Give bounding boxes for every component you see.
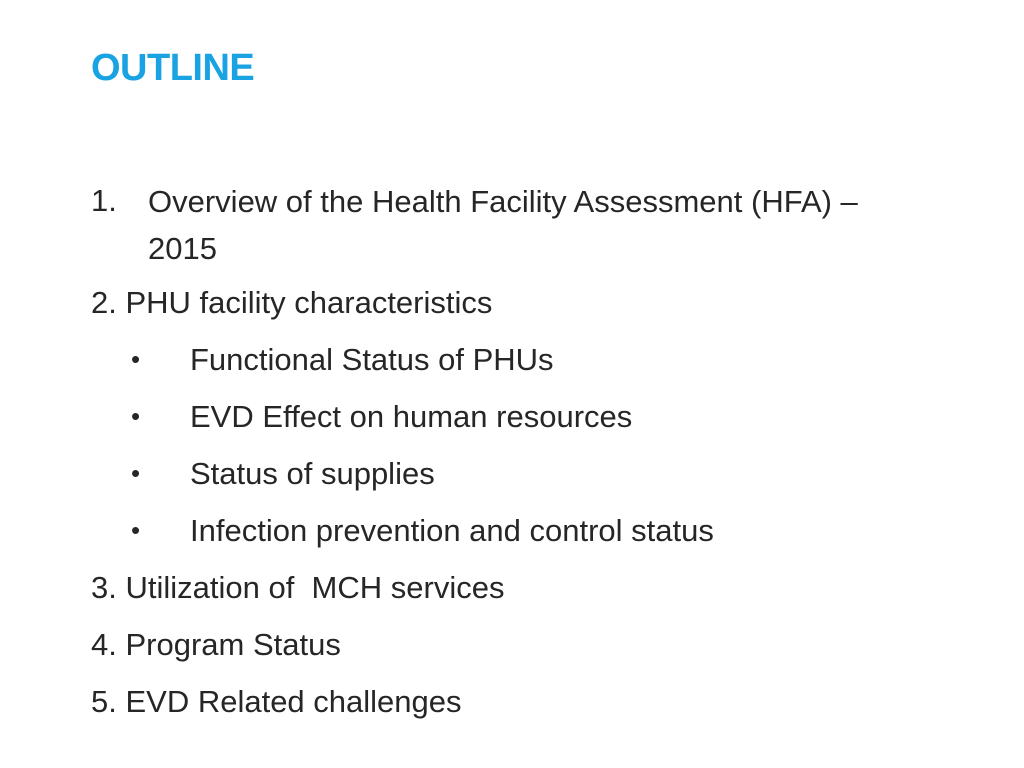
outline-item-4: 4. Program Status [91,627,341,662]
outline-list [91,170,991,730]
outline-item-text: Overview of the Health Facility Assessment (HFA) – 2015 [148,184,858,266]
sub-item-human-resources [91,388,991,445]
sub-item-label: Functional Status of PHUs [190,342,554,377]
bullet-icon: • [131,515,141,545]
bullet-icon: • [131,458,141,488]
outline-item-number: 1. [91,183,117,218]
sub-item-label: EVD Effect on human resources [190,399,633,434]
sub-item-supplies [91,445,991,502]
bullet-icon: • [131,344,141,374]
sub-item-label: Infection prevention and control status [190,513,714,548]
bullet-icon: • [131,401,141,431]
outline-item-2: 2. PHU facility characteristics [91,285,493,320]
sub-item-functional-status [91,331,991,388]
slide-title: OUTLINE [91,47,255,89]
sub-item-infection-prevention [91,502,991,559]
outline-item-5: 5. EVD Related challenges [91,684,462,719]
sub-item-label: Status of supplies [190,456,435,491]
outline-item-3: 3. Utilization of MCH services [91,570,505,605]
outline-item-1 [91,170,991,274]
